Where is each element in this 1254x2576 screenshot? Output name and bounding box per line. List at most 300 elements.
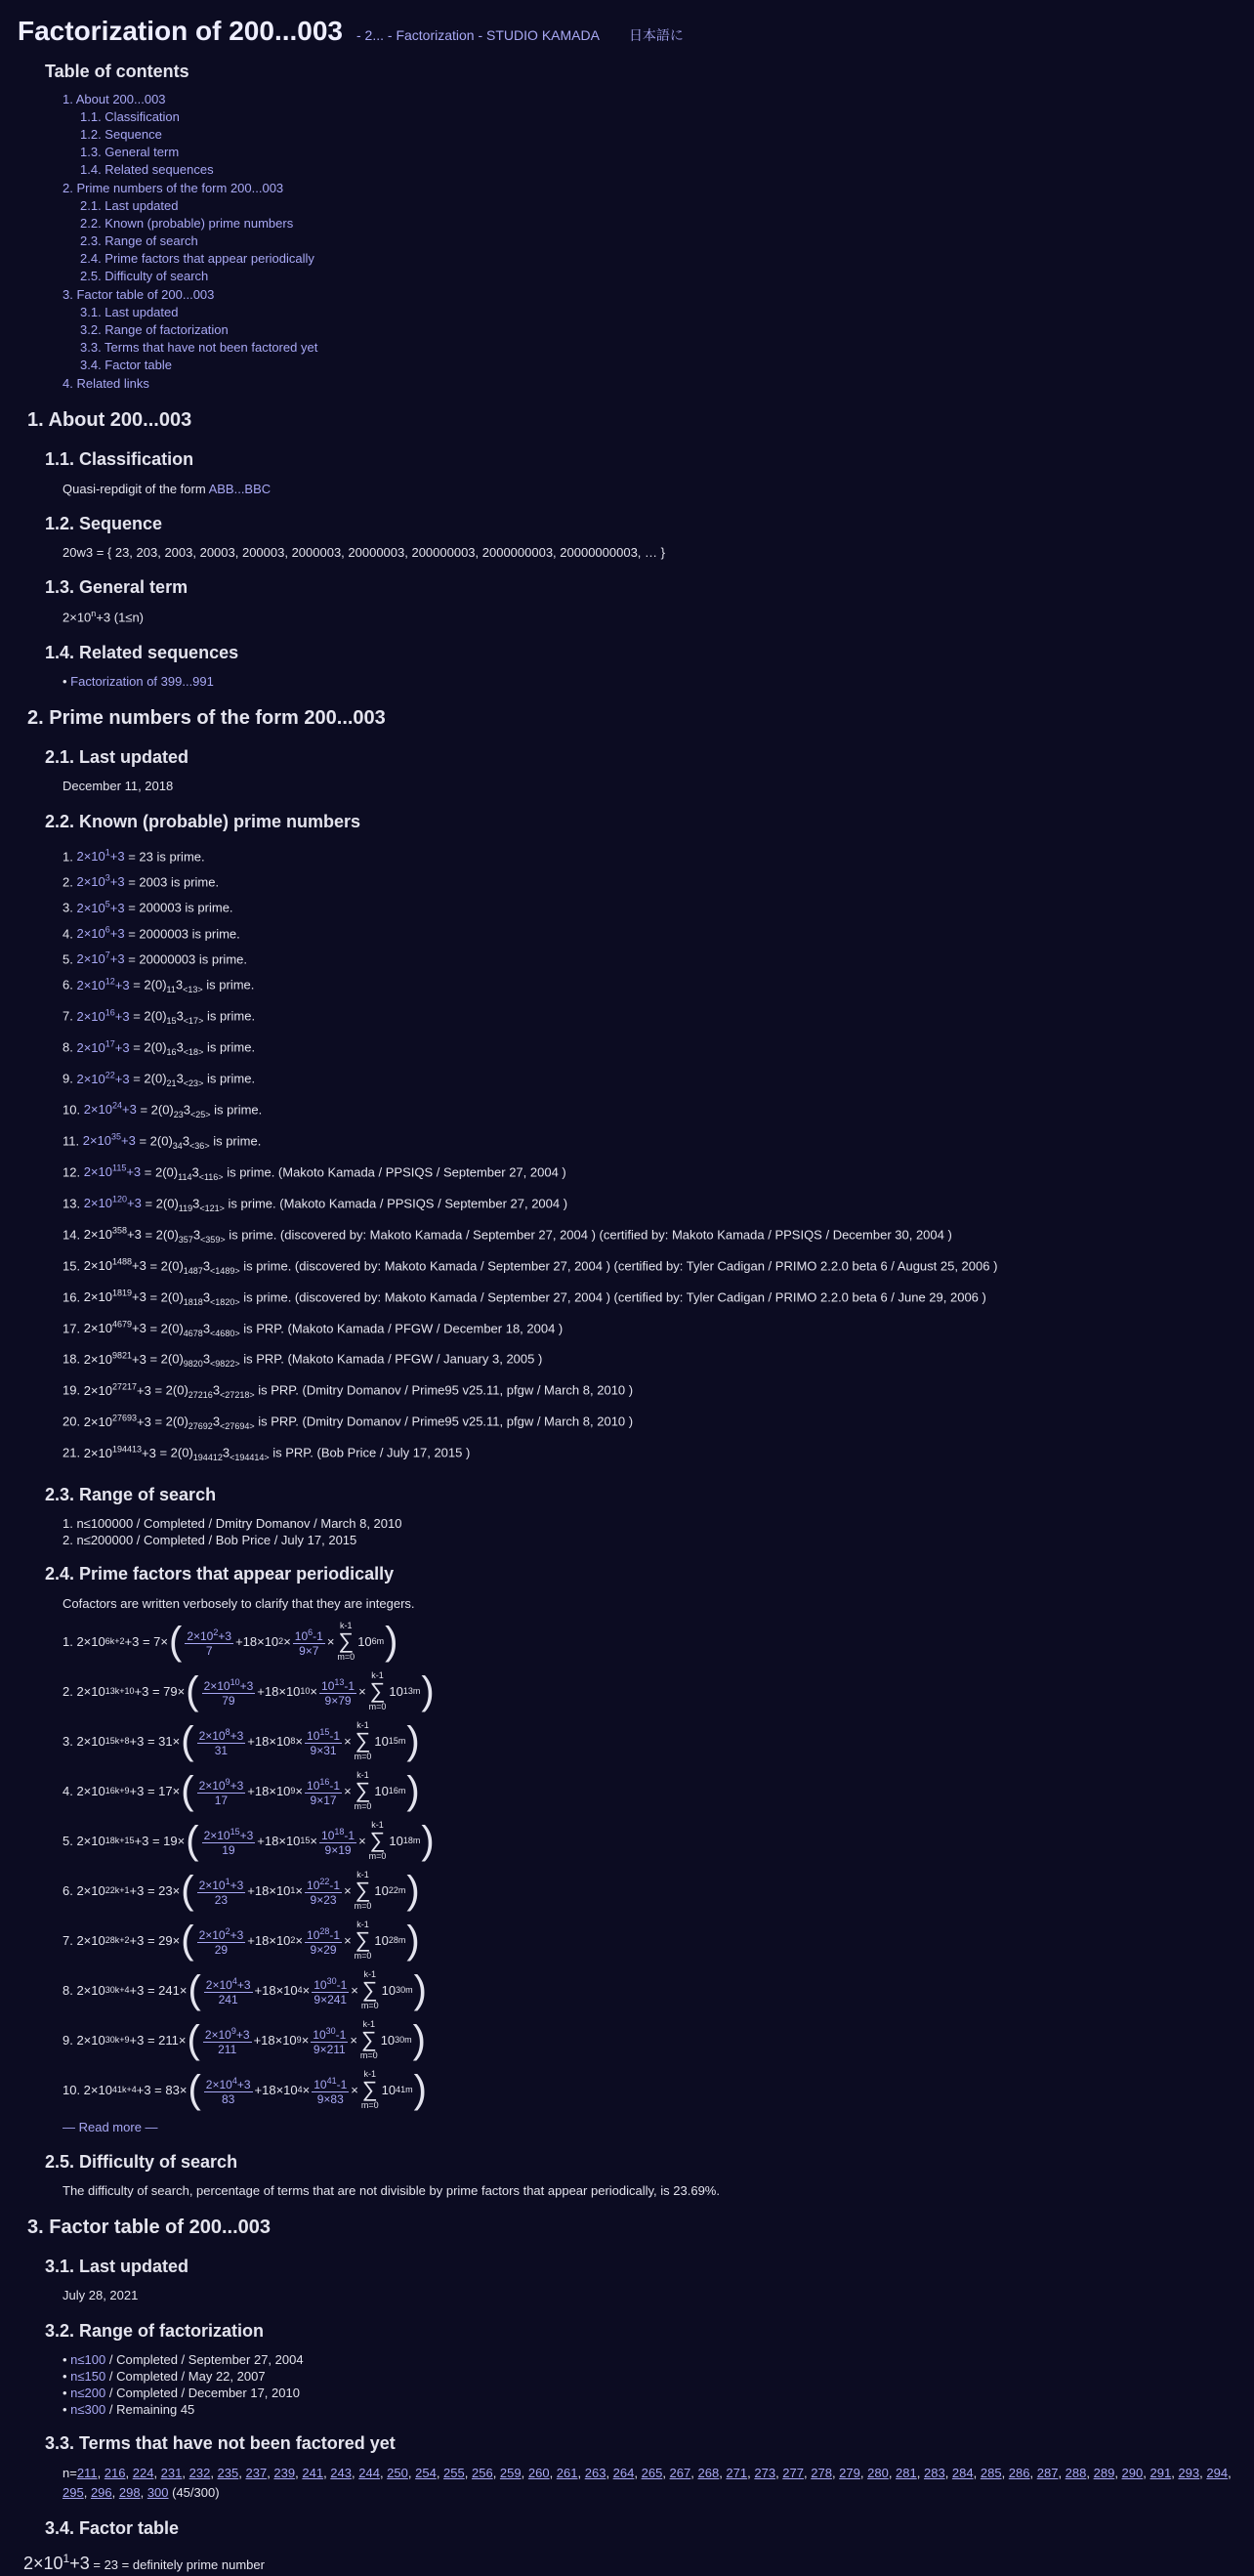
sigma-upper: k-1 <box>363 1969 377 1980</box>
fraction <box>185 1626 233 1658</box>
sigma-upper: k-1 <box>356 1720 369 1731</box>
toc-item <box>80 339 1236 357</box>
fraction-numerator[interactable]: $10^{41}-1$ <box>314 2075 348 2091</box>
fraction-numerator[interactable]: $2\times 10^1+3$ <box>198 1876 244 1892</box>
prime-formula[interactable]: $2\times 10^3+3$ <box>76 873 125 890</box>
unfactored-term-link[interactable]: 243 <box>330 2466 352 2481</box>
sigma-upper: k-1 <box>371 1670 384 1681</box>
sigma-symbol: ∑ <box>355 1728 371 1753</box>
unfactored-term-link[interactable]: 261 <box>556 2466 578 2481</box>
read-more-link[interactable]: — Read more — <box>63 2119 158 2134</box>
toc-item <box>80 144 1236 161</box>
mid-exp: 4 <box>297 2084 303 2094</box>
prime-formula[interactable]: $2\times 10^7+3$ <box>76 950 125 967</box>
toc-item <box>63 285 1236 304</box>
fraction <box>202 1825 256 1857</box>
num-exp: 15 <box>230 1826 240 1837</box>
mid-exp: 15 <box>300 1835 311 1845</box>
sigma-lower: m=0 <box>360 2001 379 2011</box>
fraction-numerator[interactable]: $2\times 10^8+3$ <box>198 1726 244 1743</box>
factor-table-first-row <box>23 2551 1236 2576</box>
unfactored-term-link[interactable]: 231 <box>160 2466 183 2481</box>
prime-exponent: 9821 <box>111 1350 133 1361</box>
right-paren: ) <box>413 2068 427 2112</box>
fraction <box>197 1775 246 1807</box>
toc-link[interactable]: 3.2. Range of factorization <box>80 322 229 338</box>
unfactored-term-link[interactable]: 284 <box>951 2466 974 2481</box>
unfactored-term-link[interactable]: 294 <box>1206 2466 1229 2481</box>
num-exp: 9 <box>225 1776 230 1787</box>
fraction <box>305 1775 342 1807</box>
range-link[interactable]: n≤200 <box>70 2385 106 2400</box>
unfactored-term-link[interactable]: 256 <box>471 2466 493 2481</box>
range-link[interactable]: n≤100 <box>70 2351 106 2367</box>
prime-exponent: 12 <box>104 976 115 987</box>
digit-count: <27218> <box>220 1390 255 1401</box>
sigma-symbol: ∑ <box>355 1927 371 1953</box>
prime-status: is prime. <box>203 1071 256 1086</box>
known-primes-title: 2.2. Known (probable) prime numbers <box>45 811 361 831</box>
fraction-numerator[interactable]: $2\times 10^4+3$ <box>205 2075 251 2091</box>
prime-formula[interactable]: $2\times 10^{12}+3$ <box>76 976 130 992</box>
digit-count: <359> <box>200 1234 226 1245</box>
fraction-denominator: 241 <box>218 1992 238 2006</box>
unfactored-term-link[interactable]: 273 <box>754 2466 776 2481</box>
prime-exponent: 120 <box>111 1194 128 1204</box>
fraction-numerator[interactable]: $10^{22}-1$ <box>307 1876 341 1892</box>
toc-item <box>80 161 1236 179</box>
unfactored-term-link[interactable]: 264 <box>612 2466 635 2481</box>
unfactored-term-link[interactable]: 271 <box>726 2466 748 2481</box>
fraction-numerator[interactable]: $10^{13}-1$ <box>321 1676 355 1693</box>
sigma-icon <box>355 1920 372 1961</box>
unfactored-term-link[interactable]: 260 <box>527 2466 550 2481</box>
ft-rest: +3 <box>69 2554 90 2574</box>
digit-count: <27694> <box>220 1421 255 1432</box>
unfactored-term-link[interactable]: 286 <box>1008 2466 1030 2481</box>
range-search-title: 2.3. Range of search <box>45 1485 217 1505</box>
digit-count: <23> <box>183 1078 204 1089</box>
left-paren: ( <box>188 2068 201 2112</box>
unfactored-term-link[interactable]: 211 <box>76 2466 98 2481</box>
prime-item: 8. $2\times 10^{17}+3 = 2(0)_{16}3_{<18>}$ is prime. <box>63 1038 256 1058</box>
sigma-icon <box>355 1770 372 1811</box>
prime-item: 9. $2\times 10^{22}+3 = 2(0)_{21}3_{<23>}$ is prime. <box>63 1070 256 1089</box>
toc-link[interactable]: 2.1. Last updated <box>80 198 179 214</box>
prime-status: is PRP. (Makoto Kamada / PFGW / December 18, 2004 ) <box>239 1320 564 1335</box>
fraction-denominator: 29 <box>214 1942 229 1957</box>
num-exp: 15 <box>319 1726 330 1737</box>
sigma-icon <box>360 2019 378 2060</box>
s2-updated-date: December 11, 2018 <box>63 779 174 794</box>
sigma-lower: m=0 <box>354 1901 372 1912</box>
periodic-exponent: 18k+15 <box>104 1835 135 1845</box>
general-term-title: 1.3. General term <box>45 577 188 598</box>
toc-link[interactable]: 2.5. Difficulty of search <box>80 269 209 284</box>
prime-formula[interactable]: $2\times 10^{120}+3$ <box>83 1194 142 1211</box>
zero-count: 23 <box>173 1110 184 1120</box>
num-exp: 18 <box>334 1826 345 1837</box>
unfactored-term-link[interactable]: 237 <box>245 2466 268 2481</box>
num-exp: 41 <box>326 2075 337 2086</box>
range-link[interactable]: n≤300 <box>70 2401 106 2417</box>
unfactored-term-link[interactable]: 283 <box>923 2466 945 2481</box>
fraction-denominator: 23 <box>214 1892 229 1907</box>
unfactored-term-link[interactable]: 259 <box>499 2466 522 2481</box>
periodic-item: 6. 2×10 22k+1 +3 = 23× ( $\frac{2\times 10^1+3}{23}$ +18×10 1 × $\frac{10^{22}-1}{9\times 23}$ × k-1 ∑ m=0 10 22m ) <box>63 1869 420 1913</box>
unfactored-term-link[interactable]: 250 <box>387 2466 408 2481</box>
periodic-item: 9. 2×10 30k+9 +3 = 211× ( $\frac{2\times 10^9+3}{211}$ +18×10 9 × $\frac{10^{30}-1}{9\times 211}$ × k-1 ∑ m=0 10 30m ) <box>63 2018 426 2062</box>
fraction-numerator[interactable]: $10^{28}-1$ <box>307 1925 341 1942</box>
unfactored-term-link[interactable]: 285 <box>980 2466 1002 2481</box>
unfactored-term-link[interactable]: 232 <box>188 2466 211 2481</box>
periodic-item: 10. 2×10 41k+4 +3 = 83× ( $\frac{2\times 10^4+3}{83}$ +18×10 4 × $\frac{10^{41}-1}{9\times 83}$ × k-1 ∑ m=0 10 41m ) <box>63 2068 427 2112</box>
zero-count: 34 <box>172 1140 183 1151</box>
toc-link[interactable]: 2.4. Prime factors that appear periodically <box>80 251 314 267</box>
general-term-text <box>63 608 1236 627</box>
ft-exp: 1 <box>63 2552 70 2566</box>
sigma-upper: k-1 <box>356 1870 369 1880</box>
prime-item: 6. $2\times 10^{12}+3 = 2(0)_{11}3_{<13>}$ is prime. <box>63 976 255 995</box>
prime-status: is prime. <box>203 1039 256 1055</box>
unfactored-term-link[interactable]: 277 <box>782 2466 804 2481</box>
prime-formula[interactable]: $2\times 10^1+3$ <box>76 847 125 865</box>
sigma-upper: k-1 <box>340 1621 353 1631</box>
fraction-numerator[interactable]: $10^{15}-1$ <box>307 1726 341 1743</box>
zero-count: 1487 <box>183 1265 203 1276</box>
section-2-title: 2. Prime numbers of the form 200...003 <box>27 707 386 730</box>
fraction-denominator: 9×83 <box>316 2091 344 2106</box>
unfactored-term-link[interactable]: 278 <box>811 2466 832 2481</box>
unfactored-term-link[interactable]: 288 <box>1065 2466 1087 2481</box>
toc-item <box>80 108 1236 126</box>
abb-bbc-link[interactable]: ABB...BBC <box>208 481 272 496</box>
ft-note: = 23 = definitely prime number <box>89 2557 265 2573</box>
fraction-denominator: 9×79 <box>324 1693 352 1708</box>
left-paren: ( <box>187 2018 200 2062</box>
prime-formula[interactable]: $2\times 10^5+3$ <box>76 899 125 915</box>
toc-link[interactable]: 2. Prime numbers of the form 200...003 <box>63 181 284 196</box>
right-paren: ) <box>421 1819 435 1863</box>
periodic-exponent: 22k+1 <box>104 1884 130 1895</box>
sigma-lower: m=0 <box>354 1801 372 1812</box>
periodic-exponent: 15k+8 <box>104 1735 130 1746</box>
unfactored-term-link[interactable]: 293 <box>1178 2466 1200 2481</box>
toc-link[interactable]: 2.2. Known (probable) prime numbers <box>80 216 294 232</box>
unfactored-term-link[interactable]: 268 <box>697 2466 720 2481</box>
unfactored-term-link[interactable]: 255 <box>443 2466 465 2481</box>
toc-link[interactable]: 3. Factor table of 200...003 <box>63 287 215 303</box>
gt-base: 2×10 <box>63 610 92 625</box>
fraction <box>197 1725 246 1757</box>
num-exp: 9 <box>230 2025 236 2036</box>
sigma-symbol: ∑ <box>361 1977 378 2003</box>
related-sequence-link[interactable]: Factorization of 399...991 <box>70 674 214 690</box>
prime-formula[interactable]: $2\times 10^{115}+3$ <box>83 1162 142 1180</box>
prime-status: = 2000003 is prime. <box>124 926 240 942</box>
prime-status: is prime. (Makoto Kamada / PPSIQS / September 27, 2004 ) <box>224 1196 568 1211</box>
unfactored-term-link[interactable]: 296 <box>90 2485 112 2501</box>
fraction-denominator: 9×29 <box>310 1942 337 1957</box>
toc-link[interactable]: 1.4. Related sequences <box>80 162 214 178</box>
prime-item: 7. $2\times 10^{16}+3 = 2(0)_{15}3_{<17>}$ is prime. <box>63 1007 256 1027</box>
prime-item: 19. $2\times 10^{27217}+3 = 2(0)_{27216}3_{<27218>}$ is PRP. (Dmitry Domanov / Prime95 v25.11, pfgw / March 8, 2010 ) <box>63 1381 634 1401</box>
fraction-numerator[interactable]: $2\times 10^{15}+3$ <box>203 1826 254 1842</box>
periodic-list <box>63 1617 1236 2115</box>
prime-item: 20. $2\times 10^{27693}+3 = 2(0)_{27692}3_{<27694>}$ is PRP. (Dmitry Domanov / Prime95 v25.11, pfgw / March 8, 2010 ) <box>63 1413 634 1432</box>
unfactored-term-link[interactable]: 244 <box>358 2466 380 2481</box>
sequence-title: 1.2. Sequence <box>45 513 163 533</box>
zero-count: 114 <box>178 1171 192 1182</box>
japanese-link[interactable]: 日本語に <box>628 27 684 43</box>
related-sequences-title: 1.4. Related sequences <box>45 642 239 662</box>
zero-count: 16 <box>166 1047 177 1058</box>
num-exp: 28 <box>319 1925 330 1936</box>
fraction-numerator[interactable]: $10^{18}-1$ <box>321 1826 355 1842</box>
prime-formula[interactable]: $2\times 10^6+3$ <box>76 924 125 942</box>
sigma-lower: m=0 <box>337 1652 355 1663</box>
fraction-numerator[interactable]: $10^{16}-1$ <box>307 1776 341 1793</box>
prime-item: 10. $2\times 10^{24}+3 = 2(0)_{23}3_{<25>}$ is prime. <box>63 1101 263 1120</box>
periodic-exponent: 28k+2 <box>104 1934 130 1945</box>
unfactored-term-link[interactable]: 267 <box>669 2466 691 2481</box>
sum-exp: 30m <box>396 1984 413 1995</box>
periodic-title: 2.4. Prime factors that appear periodically <box>45 1564 395 1584</box>
prime-formula[interactable]: $2\times 10^{22}+3$ <box>76 1070 130 1086</box>
unfactored-term-link[interactable]: 280 <box>867 2466 889 2481</box>
ft-base: 2×10 <box>23 2554 63 2574</box>
prime-item: 21. $2\times 10^{194413}+3 = 2(0)_{194412}3_{<194414>}$ is PRP. (Bob Price / July 17, 2015 ) <box>63 1444 471 1463</box>
prime-item: 1. $2\times 10^1+3 = 23$ is prime. <box>63 847 205 865</box>
toc-link[interactable]: 4. Related links <box>63 376 149 392</box>
fraction-numerator[interactable]: $2\times 10^9+3$ <box>198 1776 244 1793</box>
unfactored-term-link[interactable]: 290 <box>1121 2466 1144 2481</box>
unfactored-term-link[interactable]: 281 <box>896 2466 917 2481</box>
range-item: • n≤150 / Completed / May 22, 2007 <box>63 2368 266 2384</box>
sigma-symbol: ∑ <box>369 1828 386 1853</box>
breadcrumb[interactable]: - 2... - Factorization - STUDIO KAMADA <box>356 27 600 43</box>
difficulty-text: The difficulty of search, percentage of terms that are not divisible by prime factors that appear periodically, is 23.69%. <box>63 2183 720 2199</box>
unfactored-term-link[interactable]: 265 <box>641 2466 663 2481</box>
difficulty-title: 2.5. Difficulty of search <box>45 2151 238 2172</box>
prime-formula[interactable]: $2\times 10^{17}+3$ <box>76 1038 130 1055</box>
digit-count: <1489> <box>210 1265 240 1276</box>
fraction-numerator[interactable]: $2\times 10^2+3$ <box>187 1626 232 1643</box>
right-paren: ) <box>406 1919 420 1963</box>
prime-item: 13. $2\times 10^{120}+3 = 2(0)_{119}3_{<121>}$ is prime. (Makoto Kamada / PPSIQS / September 27, 2004 ) <box>63 1194 568 1213</box>
fraction <box>305 1875 342 1907</box>
sigma-lower: m=0 <box>360 2100 379 2111</box>
unfactored-term-link[interactable]: 289 <box>1093 2466 1115 2481</box>
zero-count: 4678 <box>183 1328 203 1338</box>
sigma-symbol: ∑ <box>338 1628 355 1654</box>
sum-exp: 22m <box>388 1884 406 1895</box>
num-exp: 22 <box>319 1876 330 1886</box>
unfactored-term-link[interactable]: 279 <box>839 2466 860 2481</box>
unfactored-term-link[interactable]: 254 <box>415 2466 437 2481</box>
fraction-denominator: 9×17 <box>310 1793 337 1807</box>
section-3-title: 3. Factor table of 200...003 <box>27 2217 271 2239</box>
fraction-numerator[interactable]: $2\times 10^2+3$ <box>198 1925 244 1942</box>
range-status: / Completed / May 22, 2007 <box>105 2368 266 2384</box>
known-primes-list <box>63 842 1236 1469</box>
mid-exp: 2 <box>278 1635 284 1646</box>
unfactored-term-link[interactable]: 291 <box>1150 2466 1172 2481</box>
classification-title: 1.1. Classification <box>45 449 194 470</box>
fraction-denominator: 31 <box>214 1743 229 1757</box>
unfactored-terms: n=211, 216, 224, 231, 232, 235, 237, 239, 241, 243, 244, 250, 254, 255, 256, 259, 260, 261, 263, 264, 265, 267, 268, 271, 273, 277, 278, 279, 280, 281, 283, 284, 285, 286, 287, 288, 289, 290, 291, 293, 294, 295, 296, 298, 300 (45/300) <box>63 2466 1232 2501</box>
fraction-denominator: 9×31 <box>310 1743 337 1757</box>
prime-status: is prime. (discovered by: Makoto Kamada / September 27, 2004 ) (certified by: Makoto Kamada / PPSIQS / December 30, 2004 ) <box>225 1227 952 1243</box>
mid-exp: 9 <box>290 1785 296 1795</box>
prime-exponent: 35 <box>111 1132 122 1143</box>
toc-link[interactable]: 1.2. Sequence <box>80 127 162 143</box>
fraction-numerator[interactable]: $10^{30}-1$ <box>313 2025 347 2042</box>
mid-exp: 1 <box>290 1884 296 1895</box>
periodic-item: 1. 2×10 6k+2 +3 = 7× ( $\frac{2\times 10^2+3}{7}$ +18×10 2 × $\frac{10^6-1}{9\times 7}$ × k-1 ∑ m=0 10 6m ) <box>63 1620 398 1664</box>
sum-exp: 18m <box>402 1835 421 1845</box>
fraction-denominator: 211 <box>218 2042 237 2056</box>
toc-link[interactable]: 1.3. General term <box>80 145 180 160</box>
toc-item <box>63 90 1236 108</box>
prime-item: 11. $2\times 10^{35}+3 = 2(0)_{34}3_{<36>}$ is prime. <box>63 1132 262 1151</box>
prime-exponent: 27693 <box>111 1413 138 1423</box>
sigma-lower: m=0 <box>354 1951 372 1962</box>
prime-item: 16. $2\times 10^{1819}+3 = 2(0)_{1818}3_{<1820>}$ is prime. (discovered by: Makoto Kamada / September 27, 2004 ) (certified by: Tyler Cadigan / PRIMO 2.2.0 beta 6 / June 29, 2006 ) <box>63 1288 986 1307</box>
sum-exp: 30m <box>395 2034 412 2045</box>
num-exp: 10 <box>230 1676 240 1687</box>
toc-link[interactable]: 3.3. Terms that have not been factored yet <box>80 340 318 356</box>
prime-item: 15. $2\times 10^{1488}+3 = 2(0)_{1487}3_{<1489>}$ is prime. (discovered by: Makoto Kamada / September 27, 2004 ) (certified by: Tyler Cadigan / PRIMO 2.2.0 beta 6 / August 25, 2006 ) <box>63 1256 998 1276</box>
prime-status: = 2003 is prime. <box>124 874 220 890</box>
prime-status: is prime. <box>202 977 255 992</box>
prime-exponent: 358 <box>111 1225 128 1236</box>
periodic-item: 8. 2×10 30k+4 +3 = 241× ( $\frac{2\times 10^4+3}{241}$ +18×10 4 × $\frac{10^{30}-1}{9\times 241}$ × k-1 ∑ m=0 10 30m ) <box>63 1968 427 2012</box>
sum-exp: 41m <box>396 2084 413 2094</box>
fraction-denominator: 9×23 <box>310 1892 337 1907</box>
sigma-lower: m=0 <box>368 1851 387 1862</box>
fraction <box>311 2024 348 2056</box>
fraction-numerator[interactable]: $2\times 10^9+3$ <box>204 2025 250 2042</box>
left-paren: ( <box>188 1968 201 2012</box>
fraction-denominator: 9×241 <box>314 1992 348 2006</box>
toc-link[interactable]: 3.1. Last updated <box>80 305 179 320</box>
digit-count: <25> <box>190 1110 211 1120</box>
prime-status: = 20000003 is prime. <box>124 951 247 967</box>
sigma-lower: m=0 <box>368 1702 387 1712</box>
num-exp: 2 <box>225 1925 230 1936</box>
unfactored-term-link[interactable]: 216 <box>104 2466 126 2481</box>
fraction-numerator[interactable]: $10^6-1$ <box>294 1626 323 1643</box>
num-exp: 13 <box>334 1676 345 1687</box>
toc-item <box>80 321 1236 339</box>
prime-exponent: 1 <box>104 847 110 858</box>
zero-count: 194412 <box>192 1453 223 1463</box>
fraction <box>204 2074 253 2106</box>
fraction-numerator[interactable]: $2\times 10^{10}+3$ <box>203 1676 254 1693</box>
fraction-numerator[interactable]: $10^{30}-1$ <box>314 1975 348 1992</box>
num-exp: 30 <box>325 2025 336 2036</box>
prime-formula[interactable]: $2\times 10^{16}+3$ <box>76 1007 130 1024</box>
toc-title: Table of contents <box>45 62 189 82</box>
fraction <box>197 1875 246 1907</box>
fraction <box>293 1626 325 1658</box>
fraction-denominator: 7 <box>205 1643 213 1658</box>
unfactored-term-link[interactable]: 298 <box>118 2485 141 2501</box>
unfactored-term-link[interactable]: 287 <box>1036 2466 1059 2481</box>
fraction-numerator[interactable]: $2\times 10^4+3$ <box>205 1975 251 1992</box>
range-link[interactable]: n≤150 <box>70 2368 106 2384</box>
fraction <box>312 2074 349 2106</box>
zero-count: 357 <box>178 1234 193 1245</box>
toc-item <box>80 232 1236 250</box>
unfactored-term-link[interactable]: 241 <box>302 2466 324 2481</box>
prime-exponent: 17 <box>104 1038 115 1049</box>
sigma-icon <box>355 1870 372 1911</box>
toc-item <box>63 179 1236 197</box>
num-exp: 4 <box>231 2075 237 2086</box>
classification-label: Quasi-repdigit of the form <box>63 481 209 496</box>
toc-link[interactable]: 1.1. Classification <box>80 109 180 125</box>
range-factorization-list <box>63 2351 1236 2418</box>
sequence-text: 20w3 = { 23, 203, 2003, 20003, 200003, 2000003, 20000003, 200000003, 2000000003, 20000000003, … } <box>63 544 665 560</box>
right-paren: ) <box>413 1968 427 2012</box>
mid-exp: 2 <box>290 1934 296 1945</box>
range-status: / Completed / December 17, 2010 <box>105 2385 300 2400</box>
unfactored-term-link[interactable]: 300 <box>146 2485 169 2501</box>
zero-count: 9820 <box>183 1359 203 1370</box>
unfactored-term-link[interactable]: 295 <box>63 2485 84 2501</box>
toc-link[interactable]: 1. About 200...003 <box>63 92 166 107</box>
toc-link[interactable]: 3.4. Factor table <box>80 358 172 373</box>
unfactored-term-link[interactable]: 235 <box>217 2466 239 2481</box>
fraction-denominator: 9×211 <box>313 2042 346 2056</box>
right-paren: ) <box>406 1869 420 1913</box>
left-paren: ( <box>181 1769 194 1813</box>
prime-formula[interactable]: $2\times 10^{35}+3$ <box>82 1132 136 1149</box>
prime-formula: $2\times 10^{4679}+3$ <box>83 1319 146 1335</box>
unfactored-term-link[interactable]: 263 <box>584 2466 606 2481</box>
prime-item: 18. $2\times 10^{9821}+3 = 2(0)_{9820}3_{<9822>}$ is PRP. (Makoto Kamada / PFGW / January 3, 2005 ) <box>63 1350 543 1370</box>
fraction-denominator: 19 <box>222 1842 235 1857</box>
prime-exponent: 6 <box>104 924 110 935</box>
prime-exponent: 1819 <box>111 1288 133 1298</box>
zero-count: 119 <box>178 1203 193 1213</box>
sigma-symbol: ∑ <box>361 2077 378 2102</box>
periodic-exponent: 30k+9 <box>104 2034 130 2045</box>
prime-exponent: 22 <box>104 1070 115 1080</box>
toc-link[interactable]: 2.3. Range of search <box>80 233 198 249</box>
prime-item: 4. $2\times 10^6+3 = 2000003$ is prime. <box>63 924 240 942</box>
left-paren: ( <box>181 1919 194 1963</box>
sigma-symbol: ∑ <box>360 2027 377 2052</box>
right-paren: ) <box>412 2018 426 2062</box>
prime-formula: $2\times 10^{1819}+3$ <box>83 1288 146 1304</box>
fraction <box>312 1974 349 2006</box>
sigma-upper: k-1 <box>362 2019 376 2030</box>
unfactored-term-link[interactable]: 224 <box>132 2466 154 2481</box>
fraction-denominator: 9×7 <box>299 1643 319 1658</box>
prime-exponent: 1488 <box>111 1256 133 1267</box>
mid-exp: 9 <box>296 2034 302 2045</box>
unfactored-count: (45/300) <box>168 2485 220 2501</box>
sigma-upper: k-1 <box>356 1770 369 1781</box>
prime-formula[interactable]: $2\times 10^{24}+3$ <box>83 1101 137 1118</box>
prime-formula: $2\times 10^{27693}+3$ <box>83 1413 151 1429</box>
gt-exp: n <box>91 609 97 619</box>
prime-item: 17. $2\times 10^{4679}+3 = 2(0)_{4678}3_{<4680>}$ is PRP. (Makoto Kamada / PFGW / December 18, 2004 ) <box>63 1319 564 1338</box>
unfactored-term-link[interactable]: 239 <box>273 2466 296 2481</box>
